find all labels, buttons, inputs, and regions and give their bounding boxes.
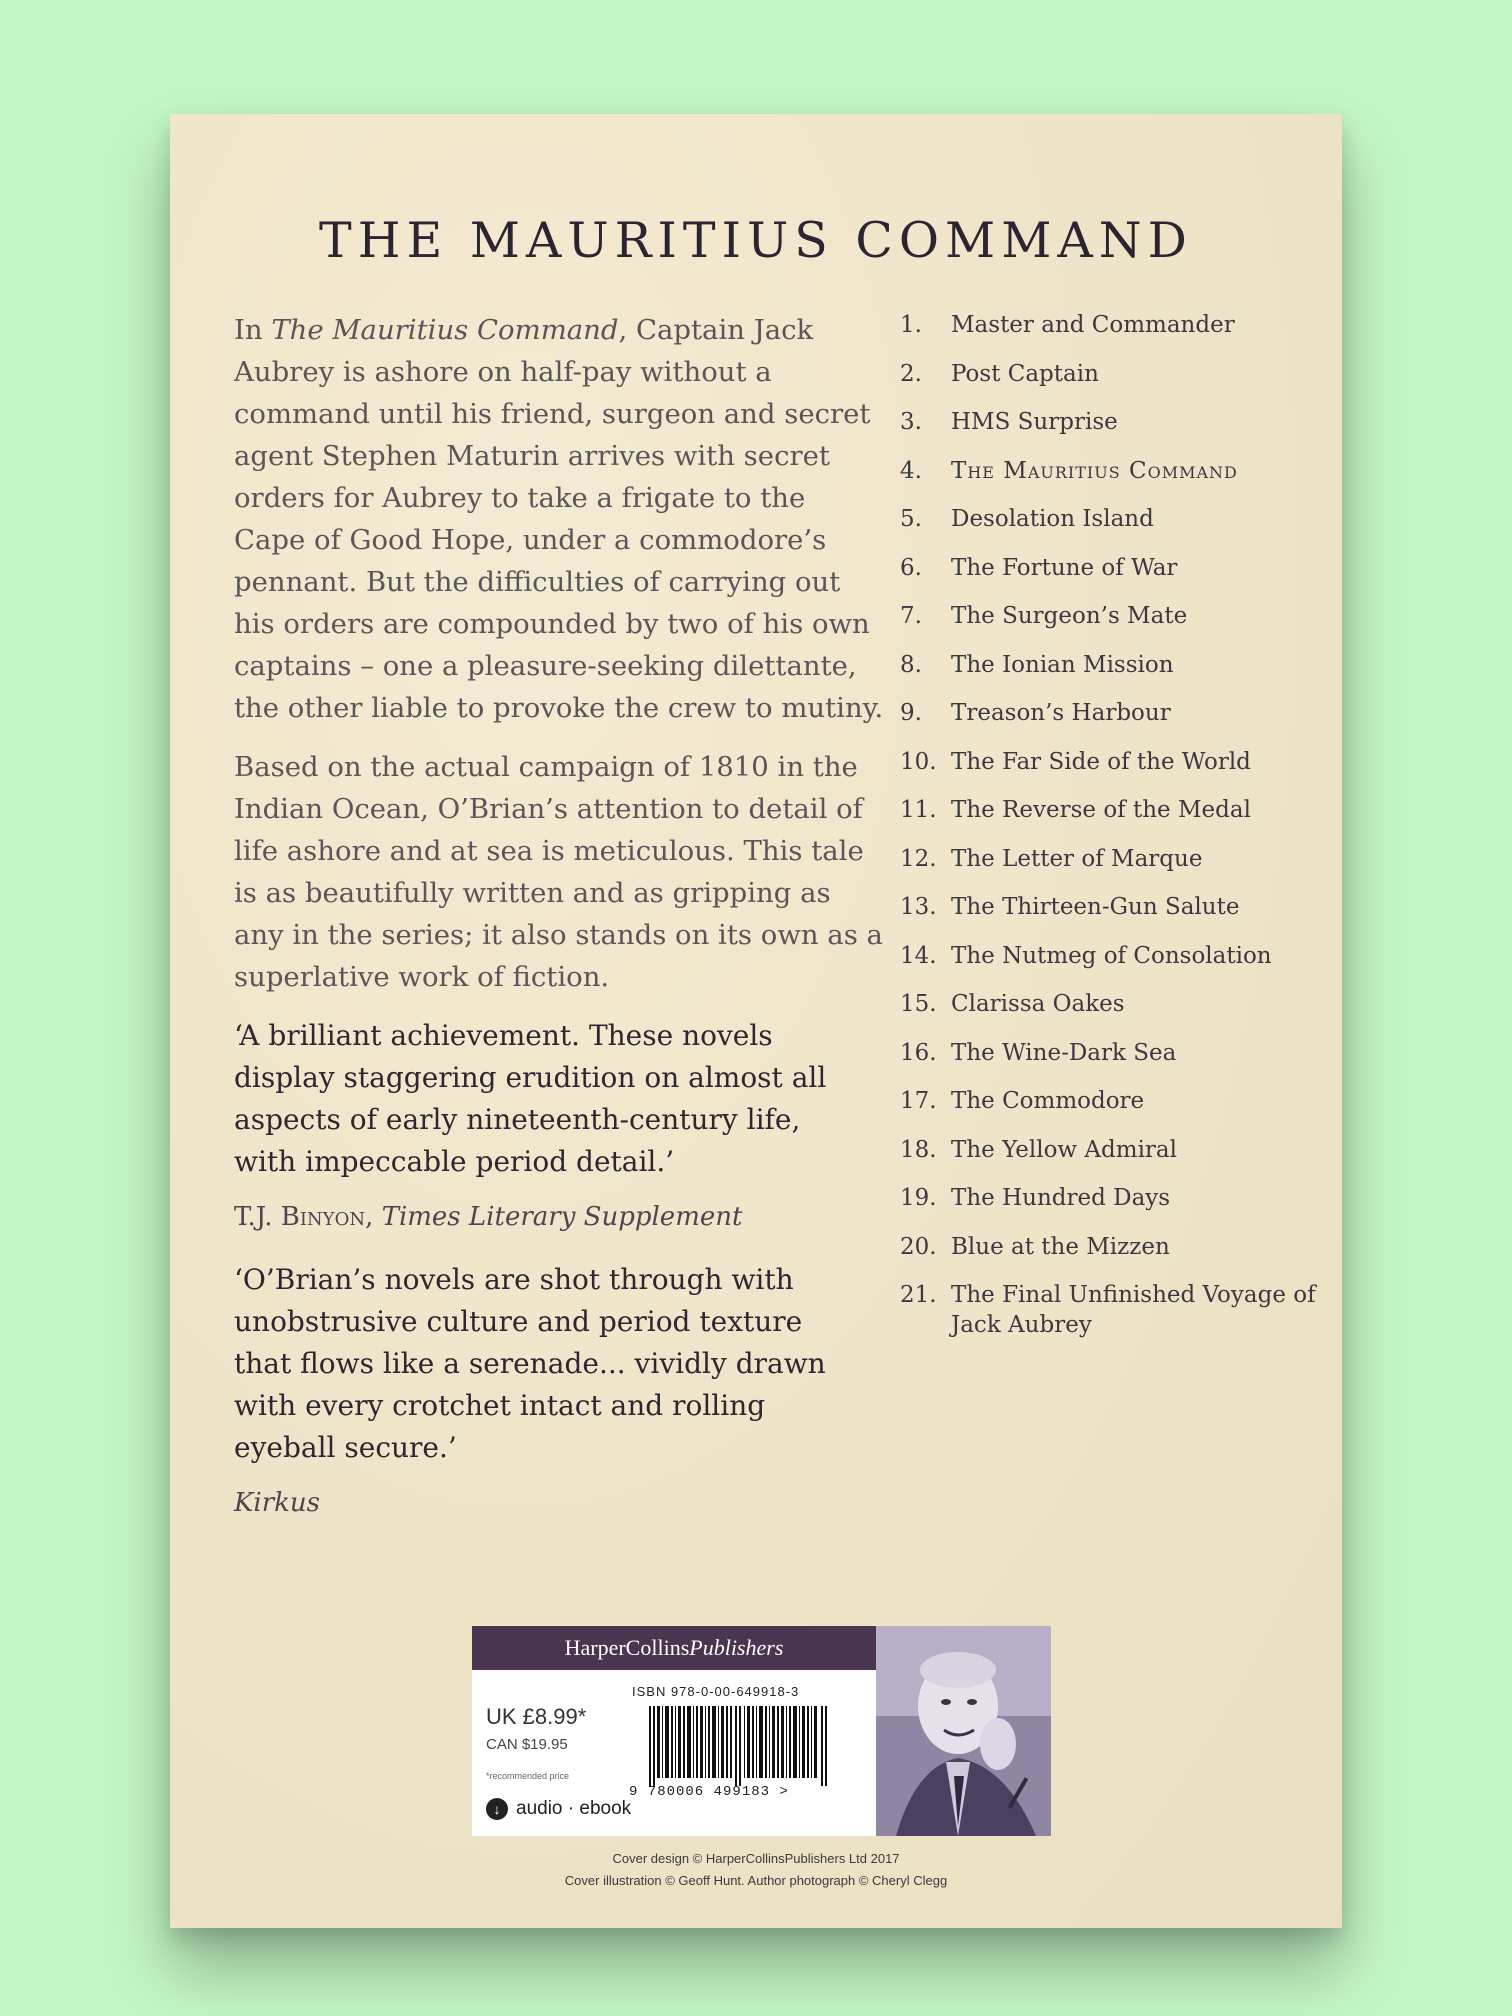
audio-ebook-label [486, 1798, 631, 1820]
review-quote-2 [234, 1259, 884, 1523]
price-can: CAN $19.95 [486, 1736, 568, 1753]
publisher-name: HarperCollins [564, 1635, 690, 1660]
series-list [900, 310, 1330, 1348]
series-title: The Nutmeg of Consolation [951, 942, 1272, 969]
series-number: 9. [900, 700, 922, 726]
blurb-column [234, 309, 884, 1545]
series-item [900, 941, 1330, 990]
review-author: T.J. Binyon, [234, 1202, 374, 1232]
series-title: The Commodore [951, 1088, 1145, 1114]
series-item [900, 892, 1330, 941]
series-title: The Mauritius Command [951, 457, 1238, 484]
series-item [900, 1135, 1330, 1184]
series-number: 14. [900, 942, 937, 969]
price-uk: UK £8.99* [486, 1704, 587, 1729]
recommended-price-note: *recommended price [486, 1771, 570, 1781]
series-number: 6. [900, 554, 922, 581]
series-title: Master and Commander [951, 312, 1235, 338]
series-number: 5. [900, 506, 922, 532]
series-title: The Hundred Days [951, 1185, 1171, 1211]
blurb-paragraph-2: Based on the actual campaign of 1810 in the Indian Ocean, O’Brian’s attention to detail of life ashore and at sea is meticulous. This tale is as beautifully written and as gripping as any in the series; it also stands on its own as a superlative work of fiction. [234, 751, 883, 993]
series-title: Desolation Island [951, 506, 1154, 532]
blurb-book-title: The Mauritius Command [271, 314, 619, 346]
series-title: The Wine-Dark Sea [951, 1039, 1177, 1066]
series-item [900, 1038, 1330, 1087]
review-text: ‘A brilliant achievement. These novels display staggering erudition on almost all aspects of early nineteenth-century life, with impeccable period detail.’ [234, 1019, 827, 1178]
audio-ebook-text: audio · ebook [516, 1798, 632, 1819]
publisher-name-italic: Publishers [689, 1635, 784, 1660]
series-number: 20. [900, 1233, 937, 1260]
review-attribution [234, 1197, 884, 1237]
review-quote-1 [234, 1015, 884, 1237]
series-number: 1. [900, 312, 922, 338]
series-item-current [900, 456, 1330, 505]
series-title: The Letter of Marque [951, 845, 1203, 872]
publisher-bar [472, 1626, 876, 1670]
cover-design-credit: Cover design © HarperCollinsPublishers Ltd 2017 [612, 1851, 900, 1866]
series-item [900, 747, 1330, 796]
series-item [900, 504, 1330, 553]
series-number: 10. [900, 748, 937, 775]
series-number: 21. [900, 1282, 937, 1308]
book-title: THE MAURITIUS COMMAND [319, 212, 1193, 269]
series-item [900, 844, 1330, 893]
series-title: Post Captain [951, 360, 1099, 387]
series-number: 13. [900, 894, 937, 920]
download-icon: ↓ [486, 1798, 508, 1820]
series-item [900, 698, 1330, 747]
series-item [900, 1232, 1330, 1281]
series-title: The Ionian Mission [951, 651, 1174, 678]
cover-credits [170, 1848, 1342, 1892]
series-number: 19. [900, 1185, 937, 1211]
barcode-digits: 9 780006 499183 > [629, 1784, 789, 1800]
series-item [900, 1280, 1330, 1348]
series-number: 12. [900, 845, 937, 872]
author-photo [876, 1626, 1051, 1836]
series-item [900, 1183, 1330, 1232]
series-title: The Yellow Admiral [951, 1136, 1177, 1163]
series-item [900, 1086, 1330, 1135]
series-number: 15. [900, 991, 937, 1017]
series-item [900, 795, 1330, 844]
series-title: The Reverse of the Medal [951, 797, 1251, 823]
book-back-cover [170, 114, 1342, 1928]
series-item [900, 310, 1330, 359]
series-number: 7. [900, 603, 922, 629]
series-title: Clarissa Oakes [951, 991, 1125, 1017]
series-title: Blue at the Mizzen [951, 1233, 1170, 1260]
series-number: 4. [900, 457, 922, 484]
series-number: 2. [900, 360, 922, 387]
series-item [900, 359, 1330, 408]
series-number: 16. [900, 1039, 937, 1066]
isbn-label: ISBN 978-0-00-649918-3 [632, 1684, 800, 1699]
series-number: 17. [900, 1088, 937, 1114]
review-attribution [234, 1483, 884, 1523]
cover-illustration-credit: Cover illustration © Geoff Hunt. Author photograph © Cheryl Clegg [564, 1873, 948, 1888]
blurb-text: In [234, 314, 272, 346]
series-number: 8. [900, 651, 922, 678]
barcode-panel [472, 1626, 1051, 1836]
series-title: HMS Surprise [951, 409, 1118, 435]
series-title: The Fortune of War [951, 554, 1178, 581]
review-source: Kirkus [234, 1488, 321, 1518]
barcode-icon [649, 1706, 831, 1786]
series-title: The Far Side of the World [951, 748, 1251, 775]
series-title: The Surgeon’s Mate [951, 603, 1188, 629]
blurb-text: , Captain Jack Aubrey is ashore on half-pay without a command until his friend, surgeon and secret agent Stephen Maturin arrives with secret orders for Aubrey to take a frigate to the Cape of Good Hope, under a commodore’s pennant. But the difficulties of carrying out his orders are compounded by two of his own captains – one a pleasure-seeking dilettante, the other liable to provoke the crew to mutiny. [234, 314, 884, 724]
series-number: 3. [900, 409, 922, 435]
series-item [900, 553, 1330, 602]
series-number: 18. [900, 1136, 937, 1163]
series-item [900, 650, 1330, 699]
series-title: Treason’s Harbour [951, 700, 1171, 726]
series-number: 11. [900, 797, 937, 823]
series-title: The Final Unfinished Voyage of Jack Aubrey [951, 1282, 1316, 1338]
author-portrait-icon [876, 1626, 1051, 1836]
blurb-paragraph-1 [234, 309, 884, 729]
series-item [900, 407, 1330, 456]
series-title: The Thirteen-Gun Salute [951, 894, 1240, 920]
series-item [900, 601, 1330, 650]
series-item [900, 989, 1330, 1038]
review-text: ‘O’Brian’s novels are shot through with unobstrusive culture and period texture that flows like a serenade... vividly drawn with every crotchet intact and rolling eyeball secure.’ [234, 1263, 826, 1464]
review-source: Times Literary Supplement [381, 1202, 743, 1232]
